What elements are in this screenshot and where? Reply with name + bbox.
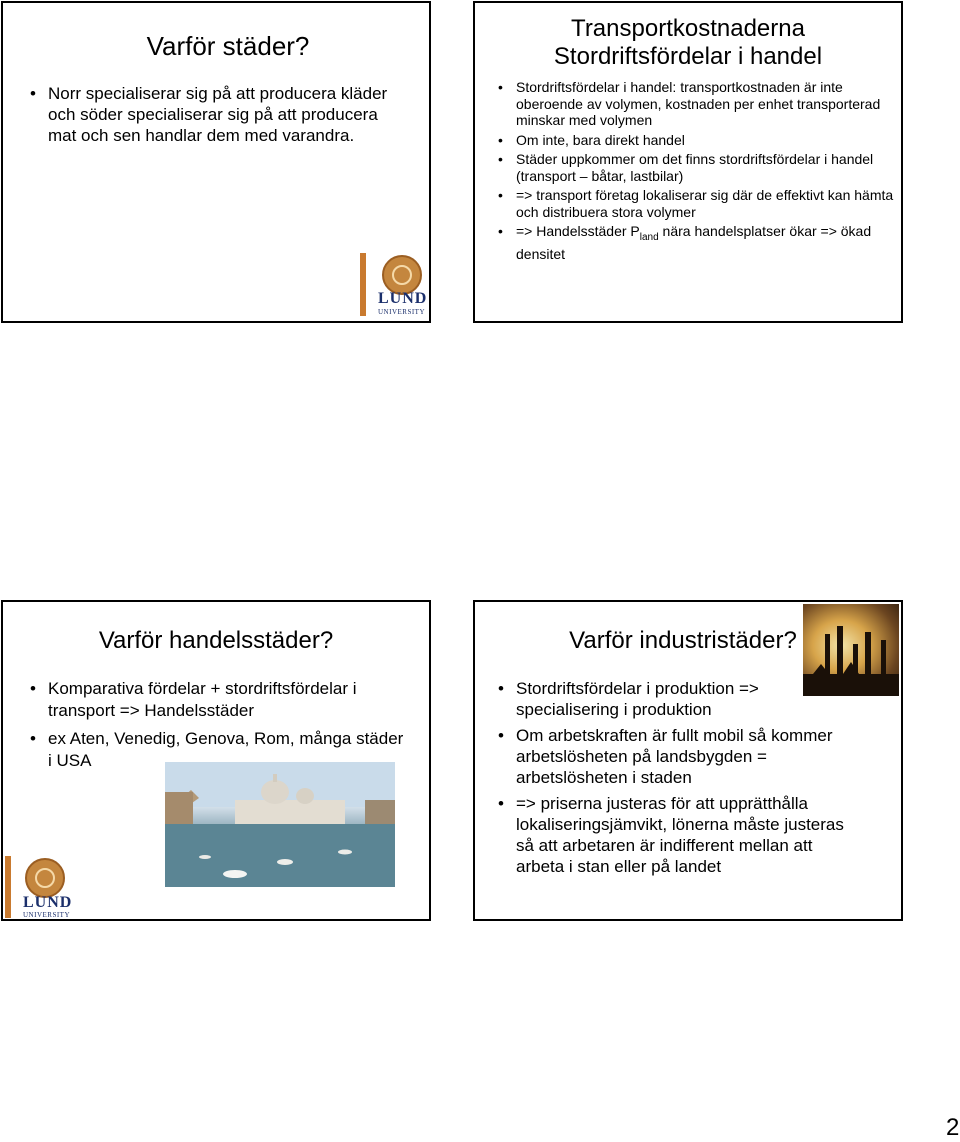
venice-canal-photo [165, 762, 395, 887]
bullet-list [498, 678, 848, 882]
slide-title: Varför städer? [146, 31, 310, 61]
bullet-item: • Stordriftsfördelar i produktion => specialisering i produktion [498, 678, 848, 720]
lund-seal-icon [382, 255, 422, 295]
subscript-land: land [639, 231, 659, 243]
logo-wordmark: LUND [378, 290, 428, 307]
logo-bar [360, 253, 366, 316]
bullet-item: • Komparativa fördelar + stordriftsfördelar i transport => Handelsstäder [30, 678, 410, 722]
bullet-list [30, 83, 410, 146]
title-line-2: Stordriftsfördelar i handel [553, 43, 823, 70]
title-line-1: Transportkostnaderna [571, 15, 805, 42]
bullet-item: • ex Aten, Venedig, Genova, Rom, många städer i USA [30, 728, 410, 772]
bullet-item: • Om arbetskraften är fullt mobil så kommer arbetslösheten på landsbygden = arbetslösheten i staden [498, 725, 848, 788]
lund-university-logo [360, 253, 430, 321]
slide-title: Varför handelsstäder? [98, 627, 334, 654]
bullet-item: • => priserna justeras för att upprätthålla lokaliseringsjämvikt, lönerna måste justeras så att arbetaren är indifferent mellan att arbeta i stan eller på landet [498, 793, 848, 877]
bullet-item: • Norr specialiserar sig på att producera kläder och söder specialiserar sig på att producera mat och sen handlar dem med varandra. [30, 83, 410, 146]
slide-varfor-handelsstader [1, 600, 431, 921]
bullet-item: • => transport företag lokaliserar sig där de effektivt kan hämta och distribuera stora volymer [498, 187, 898, 220]
bullet-list [498, 79, 898, 266]
lund-university-logo [5, 856, 75, 920]
venice-illustration [165, 762, 395, 887]
bullet-item: • Städer uppkommer om det finns stordriftsfördelar i handel (transport – båtar, lastbilar) [498, 151, 898, 184]
slide-transportkostnaderna [473, 1, 903, 323]
bullet-item [498, 223, 898, 263]
lund-seal-icon [25, 858, 65, 898]
logo-wordmark: LUND [23, 894, 73, 911]
bullet-item: • Om inte, bara direkt handel [498, 132, 898, 149]
page-number: 2 [946, 1114, 960, 1141]
slide-title: Varför industristäder? [569, 627, 797, 654]
bullet-text: nära handelsplatser ökar => ökad densitet [516, 223, 872, 263]
slide-varfor-industristader [473, 600, 903, 921]
logo-subtitle: UNIVERSITY [23, 911, 70, 919]
logo-bar [5, 856, 11, 918]
logo-subtitle: UNIVERSITY [378, 308, 425, 316]
bullet-text: => Handelsstäder P [516, 223, 640, 239]
bullet-item: • Stordriftsfördelar i handel: transportkostnaden är inte oberoende av volymen, kostnaden per enhet transporterad minskar med volymen [498, 79, 898, 129]
slide-title [475, 15, 901, 71]
slide-varfor-stader [1, 1, 431, 323]
